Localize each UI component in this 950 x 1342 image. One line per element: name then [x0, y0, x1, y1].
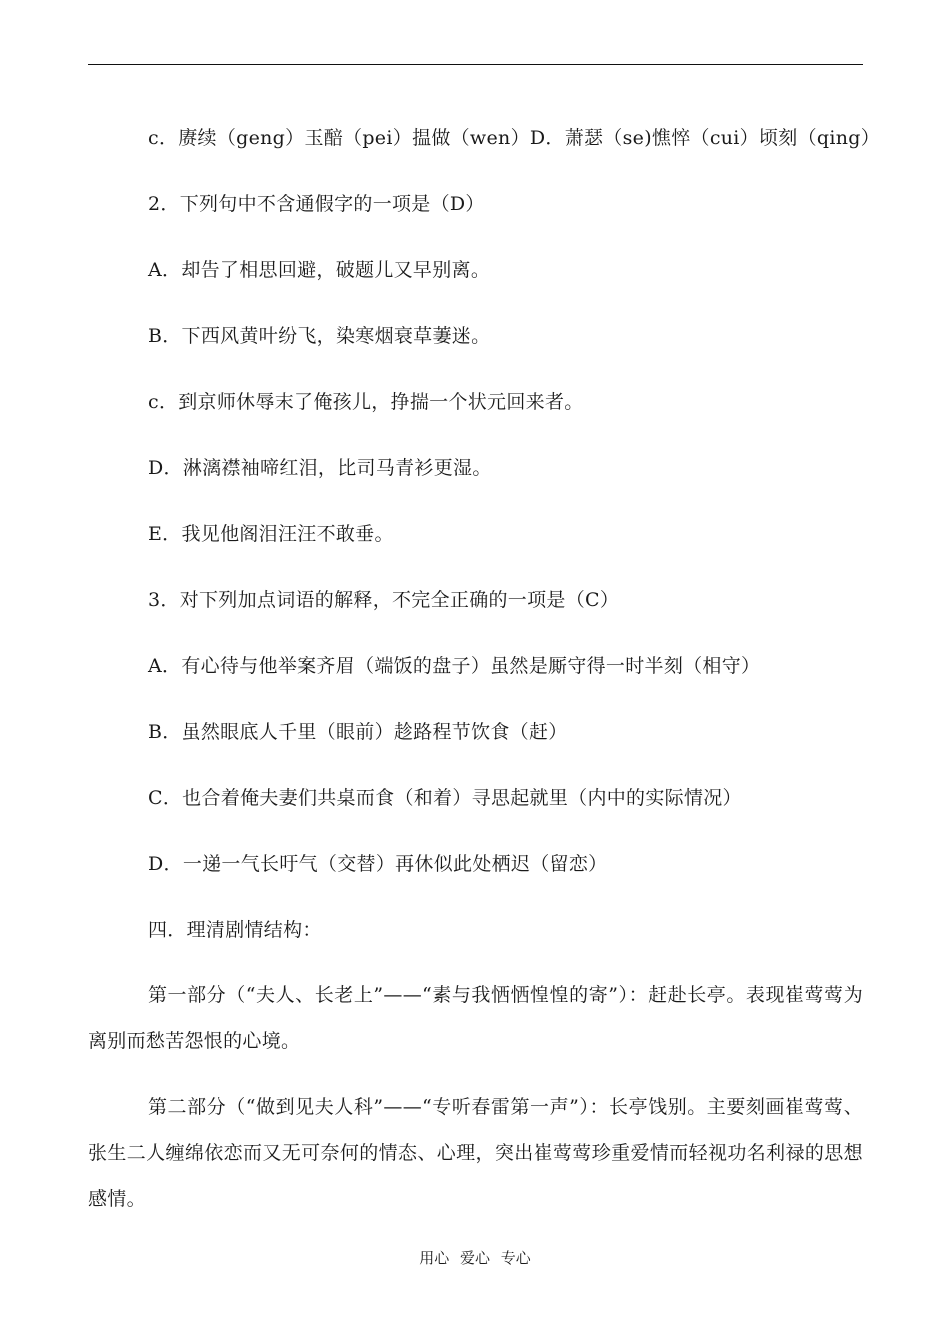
question-3-option-b: B．虽然眼底人千里（眼前）趁路程节饮食（赶）	[148, 721, 568, 743]
question-2-option-e: E．我见他阁泪汪汪不敢垂。	[148, 523, 394, 545]
paragraph-part-one: 第一部分（“夫人、长老上”——“素与我恓恓惶惶的寄”）：赶赴长亭。表现崔莺莺为离别而愁苦怨恨的心境。	[88, 984, 863, 1052]
question-2: 2．下列句中不含通假字的一项是（D）	[148, 193, 485, 215]
page-footer: 用心 爱心 专心	[419, 1249, 531, 1267]
answer-options-line: c．赓续（geng）玉醅（pei）揾做（wen）D．萧瑟（se)憔悴（cui）顷刻（qing）	[148, 127, 881, 149]
question-2-option-a: A．却告了相思回避，破题儿又早别离。	[148, 259, 491, 281]
question-3-option-a: A．有心待与他举案齐眉（端饭的盘子）虽然是厮守得一时半刻（相守）	[148, 655, 761, 677]
paragraph-part-two: 第二部分（“做到见夫人科”——“专听春雷第一声”）：长亭饯别。主要刻画崔莺莺、张生二人缠绵依恋而又无可奈何的情态、心理，突出崔莺莺珍重爱情而轻视功名利禄的思想感情。	[88, 1096, 863, 1210]
question-3-option-c: C．也合着俺夫妻们共桌而食（和着）寻思起就里（内中的实际情况）	[148, 787, 742, 809]
question-2-option-d: D．淋漓襟袖啼红泪，比司马青衫更湿。	[148, 457, 492, 479]
question-2-option-c: c．到京师休辱末了俺孩儿，挣揣一个状元回来者。	[148, 391, 584, 413]
question-3-option-d: D．一递一气长吁气（交替）再休似此处栖迟（留恋）	[148, 853, 608, 875]
section-heading: 四．理清剧情结构：	[148, 919, 322, 941]
question-3: 3．对下列加点词语的解释，不完全正确的一项是（C）	[148, 589, 620, 611]
header-rule	[88, 64, 863, 65]
question-2-option-b: B．下西风黄叶纷飞，染寒烟衰草萋迷。	[148, 325, 491, 347]
